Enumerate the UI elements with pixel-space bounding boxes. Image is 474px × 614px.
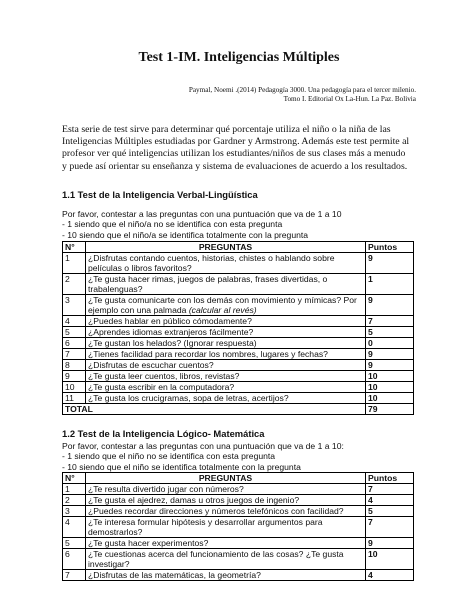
instruction-line: - 1 siendo que el niño/a no se identifica con esta pregunta <box>62 219 283 230</box>
row-question: ¿Te resulta divertido jugar con números? <box>86 484 366 495</box>
table-row <box>63 549 414 570</box>
table-row <box>63 348 414 359</box>
row-question: ¿Puedes hablar en público cómodamente? <box>86 315 366 326</box>
row-num: 6 <box>63 337 86 348</box>
section-heading-verbal: 1.1 Test de la Inteligencia Verbal-Lingüística <box>62 188 258 200</box>
section-instructions-verbal <box>62 209 416 241</box>
col-header-score: Puntos <box>366 241 414 252</box>
row-question: ¿Disfrutas de las matemáticas, la geometría? <box>86 570 366 581</box>
table-row <box>63 538 414 549</box>
row-question: ¿Puedes recordar direcciones y números telefónicos con facilidad? <box>86 506 366 517</box>
row-score: 10 <box>366 381 414 392</box>
row-num: 11 <box>63 392 86 403</box>
row-score: 10 <box>366 392 414 403</box>
row-score: 10 <box>366 370 414 381</box>
table-total-row <box>63 403 414 414</box>
row-score: 4 <box>366 570 414 581</box>
row-question: ¿Disfrutas contando cuentos, historias, chistes o hablando sobre películas o libros favoritos? <box>86 252 366 273</box>
table-row <box>63 252 414 273</box>
table-row <box>63 570 414 581</box>
row-score: 4 <box>366 495 414 506</box>
row-num: 8 <box>63 359 86 370</box>
table-row <box>63 392 414 403</box>
table-header-row <box>63 241 414 252</box>
row-num: 1 <box>63 252 86 273</box>
row-num: 5 <box>63 538 86 549</box>
row-question: ¿Te gusta hacer rimas, juegos de palabras, frases divertidas, o trabalenguas? <box>86 273 366 294</box>
instruction-line: - 10 siendo que el niño/a se identifica totalmente con la pregunta <box>62 230 309 240</box>
row-score: 9 <box>366 294 414 315</box>
table-row <box>63 315 414 326</box>
row-score: 7 <box>366 315 414 326</box>
row-question: ¿Te gusta hacer experimentos? <box>86 538 366 549</box>
table-row <box>63 370 414 381</box>
row-num: 5 <box>63 326 86 337</box>
row-num: 6 <box>63 549 86 570</box>
table-row <box>63 359 414 370</box>
table-row <box>63 506 414 517</box>
row-question-note: (calcular al revés) <box>188 304 257 315</box>
citation-line-1: Paymal, Noemi .(2014) Pedagogía 3000. Una pedagogía para el tercer milenio. <box>188 86 416 94</box>
row-score: 9 <box>366 348 414 359</box>
row-question: ¿Disfrutas de escuchar cuentos? <box>86 359 366 370</box>
row-num: 3 <box>63 294 86 315</box>
row-score: 9 <box>366 538 414 549</box>
col-header-score: Puntos <box>366 473 414 484</box>
row-score: 1 <box>366 273 414 294</box>
table-row <box>63 337 414 348</box>
intro-paragraph: Esta serie de test sirve para determinar qué porcentaje utiliza el niño o la niña de las Inteligencias Múltiples estudiadas por Gardner y Armstrong. Además este test permite al profesor ver qué inteligencias utilizan los estudiantes/niños de sus clases más a menudo y puede así orientar su enseñanza y sistema de evaluaciones de acuerdo a los resultados. <box>62 124 410 172</box>
section-heading-logic: 1.2 Test de la Inteligencia Lógico- Matemática <box>62 427 265 439</box>
instruction-line: Por favor, contestar a las preguntas con una puntuación que va de 1 a 10: <box>62 440 344 451</box>
instruction-line: - 10 siendo que el niño se identifica totalmente con la pregunta <box>62 461 301 472</box>
row-question: ¿Tienes facilidad para recordar los nombres, lugares y fechas? <box>86 348 366 359</box>
row-num: 4 <box>63 517 86 538</box>
row-question: ¿Aprendes idiomas extranjeros fácilmente? <box>86 326 366 337</box>
row-num: 9 <box>63 370 86 381</box>
row-num: 2 <box>63 273 86 294</box>
citation-line-2: Tomo I. Editorial Ox La-Hun. La Paz. Bolivia <box>283 95 416 103</box>
row-num: 2 <box>63 495 86 506</box>
total-label: TOTAL <box>63 403 366 414</box>
row-num: 7 <box>63 570 86 581</box>
questions-table-logic <box>62 472 414 581</box>
col-header-question: PREGUNTAS <box>86 241 366 252</box>
row-question: ¿Te gusta escribir en la computadora? <box>86 381 366 392</box>
row-num: 4 <box>63 315 86 326</box>
instruction-line: Por favor, contestar a las preguntas con una puntuación que va de 1 a 10 <box>62 208 342 219</box>
row-question: ¿Te gusta el ajedrez, damas u otros juegos de ingenio? <box>86 495 366 506</box>
total-value: 79 <box>366 403 414 414</box>
section-instructions-logic <box>62 441 416 473</box>
table-row <box>63 517 414 538</box>
row-question: ¿Te gusta los crucigramas, sopa de letras, acertijos? <box>86 392 366 403</box>
col-header-num: N° <box>63 241 86 252</box>
table-row <box>63 484 414 495</box>
row-question <box>86 294 366 315</box>
table-header-row <box>63 473 414 484</box>
table-row <box>63 273 414 294</box>
row-score: 9 <box>366 252 414 273</box>
row-score: 9 <box>366 359 414 370</box>
row-num: 3 <box>63 506 86 517</box>
row-score: 7 <box>366 484 414 495</box>
row-score: 7 <box>366 517 414 538</box>
citation <box>62 86 416 104</box>
row-question: ¿Te gustan los helados? (Ignorar respuesta) <box>86 337 366 348</box>
row-score: 5 <box>366 326 414 337</box>
row-question: ¿Te cuestionas acerca del funcionamiento de las cosas? ¿Te gusta investigar? <box>86 549 366 570</box>
row-question: ¿Te interesa formular hipótesis y desarrollar argumentos para demostrarlos? <box>86 517 366 538</box>
row-score: 0 <box>366 337 414 348</box>
row-question-text: ¿Te gusta comunicarte con los demás con movimiento y mímicas? Por ejemplo con una palmada <box>88 294 357 315</box>
col-header-question: PREGUNTAS <box>86 473 366 484</box>
row-num: 7 <box>63 348 86 359</box>
page-title: Test 1-IM. Inteligencias Múltiples <box>138 50 340 65</box>
questions-table-verbal <box>62 241 414 415</box>
instruction-line: - 1 siendo que el niño no se identifica con esta pregunta <box>62 451 276 462</box>
row-question: ¿Te gusta leer cuentos, libros, revistas? <box>86 370 366 381</box>
row-num: 10 <box>63 381 86 392</box>
row-score: 10 <box>366 549 414 570</box>
table-row <box>63 381 414 392</box>
table-row <box>63 294 414 315</box>
table-row <box>63 495 414 506</box>
row-score: 5 <box>366 506 414 517</box>
col-header-num: N° <box>63 473 86 484</box>
row-num: 1 <box>63 484 86 495</box>
table-row <box>63 326 414 337</box>
